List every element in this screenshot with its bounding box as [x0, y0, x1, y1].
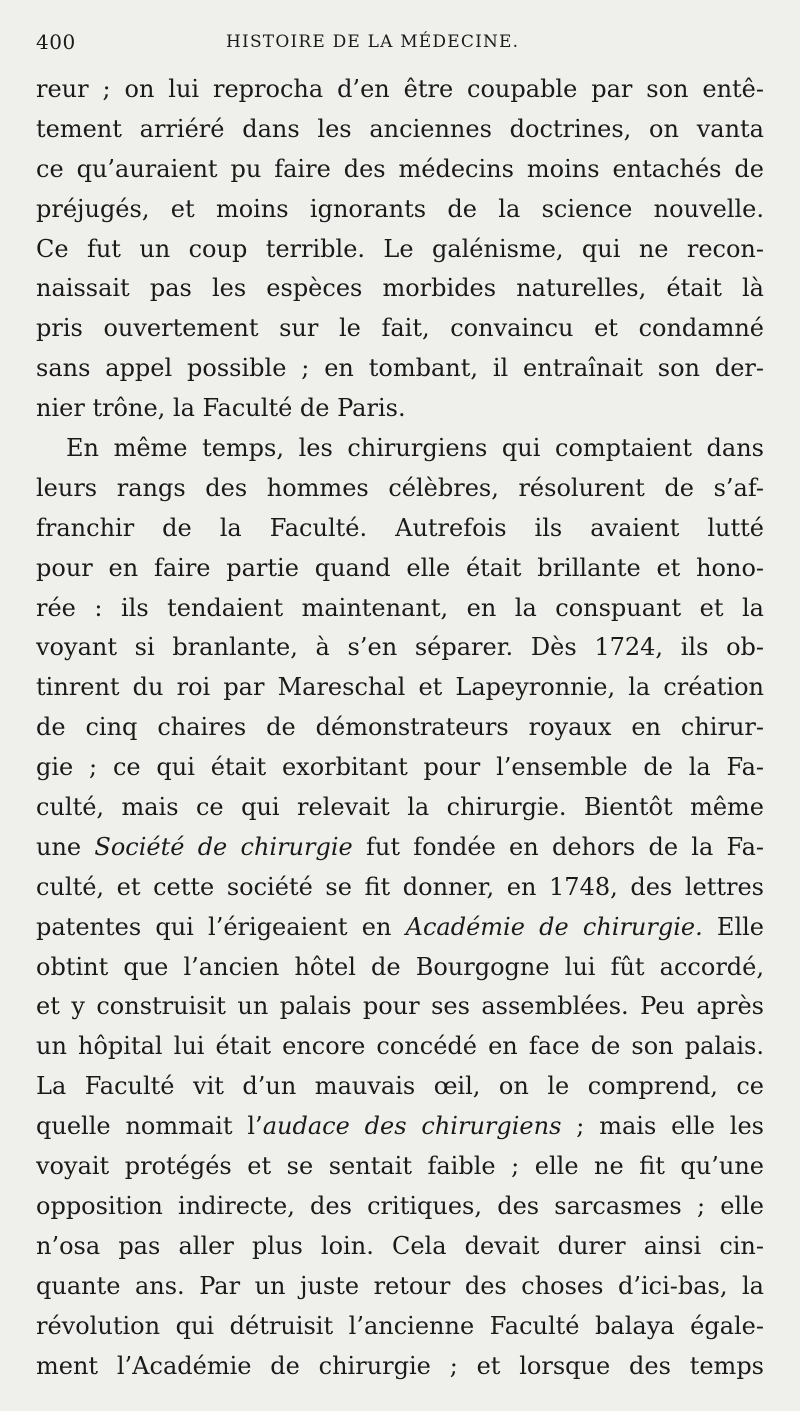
running-title: HISTOIRE DE LA MÉDECINE.: [226, 32, 520, 52]
text-line: reur ; on lui reprocha d’en être coupable par son entê-: [36, 75, 764, 103]
text-line: de cinq chaires de démonstrateurs royaux en chirur-: [36, 713, 764, 742]
text-line: leurs rangs des hommes célèbres, résolurent de s’af-: [36, 473, 764, 502]
text-line: ment l’Académie de chirurgie ; et lorsque des temps: [36, 1351, 764, 1380]
text-line: obtint que l’ancien hôtel de Bourgogne lui fût accordé,: [36, 952, 764, 981]
text-line: gie ; ce qui était exorbitant pour l’ensemble de la Fa-: [36, 753, 764, 782]
text-line: rée : ils tendaient maintenant, en la conspuant et la: [36, 593, 764, 622]
text-run: fut fondée en dehors de la Fa-: [352, 832, 764, 861]
paragraph-start-line: En même temps, les chirurgiens qui comptaient dans: [66, 434, 764, 463]
text-line: franchir de la Faculté. Autrefois ils avaient lutté: [36, 513, 764, 542]
text-line: pris ouvertement sur le fait, convaincu et condamné: [36, 314, 764, 343]
text-run: Elle: [702, 912, 764, 941]
text-line: quante ans. Par un juste retour des choses d’ici-bas, la: [36, 1271, 764, 1300]
italic-term: audace des chirurgiens: [262, 1112, 562, 1141]
text-run: ; mais elle les: [561, 1112, 764, 1141]
body-text: [36, 70, 764, 1386]
text-line: culté, et cette société se fit donner, en 1748, des lettres: [36, 872, 764, 901]
paragraph-end-line: nier trône, la Faculté de Paris.: [36, 394, 406, 423]
text-line: révolution qui détruisit l’ancienne Faculté balaya égale-: [36, 1311, 764, 1340]
text-line: ce qu’auraient pu faire des médecins moins entachés de: [36, 154, 764, 183]
text-line: n’osa pas aller plus loin. Cela devait durer ainsi cin-: [36, 1231, 764, 1260]
text-line: [36, 908, 764, 948]
text-line: sans appel possible ; en tombant, il entraînait son der-: [36, 354, 764, 383]
text-run: une: [36, 832, 95, 861]
text-line: voyait protégés et se sentait faible ; elle ne fit qu’une: [36, 1152, 764, 1181]
text-line: et y construisit un palais pour ses assemblées. Peu après: [36, 992, 764, 1021]
text-run: patentes qui l’érigeaient en: [36, 912, 406, 941]
text-line: opposition indirecte, des critiques, des sarcasmes ; elle: [36, 1191, 764, 1220]
text-line: naissait pas les espèces morbides naturelles, était là: [36, 274, 764, 303]
text-line: préjugés, et moins ignorants de la science nouvelle.: [36, 194, 764, 223]
text-line: un hôpital lui était encore concédé en face de son palais.: [36, 1032, 764, 1061]
text-line: [36, 1107, 764, 1147]
text-run: quelle nommait l’: [36, 1112, 263, 1141]
italic-term: Académie de chirurgie.: [405, 912, 703, 941]
text-line: La Faculté vit d’un mauvais œil, on le comprend, ce: [36, 1072, 764, 1101]
text-line: voyant si branlante, à s’en séparer. Dès 1724, ils ob-: [36, 633, 764, 662]
text-line: [36, 828, 764, 868]
running-head: [36, 30, 766, 60]
page-number: 400: [36, 30, 76, 54]
italic-term: Société de chirurgie: [94, 832, 353, 861]
text-line: pour en faire partie quand elle était brillante et hono-: [36, 553, 764, 582]
text-line: tement arriéré dans les anciennes doctrines, on vanta: [36, 114, 764, 143]
text-line: Ce fut un coup terrible. Le galénisme, qui ne recon-: [36, 234, 764, 263]
text-line: tinrent du roi par Mareschal et Lapeyronnie, la création: [36, 673, 764, 702]
text-line: culté, mais ce qui relevait la chirurgie. Bientôt même: [36, 793, 764, 822]
